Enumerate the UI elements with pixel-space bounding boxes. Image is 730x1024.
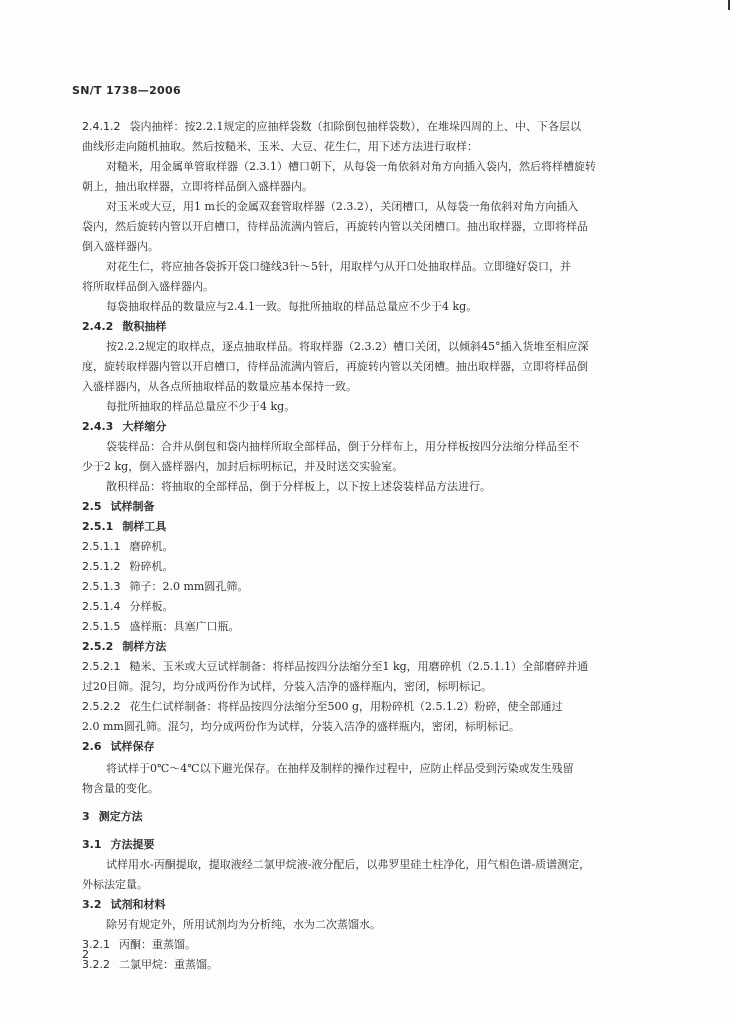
line-text: 筛子：2.0 mm圆孔筛。	[129, 580, 249, 593]
line-text: 对玉米或大豆，用1 m长的金属双套管取样器（2.3.2），关闭槽口，从每袋一角依斜对角方向插入	[106, 200, 579, 213]
text-line	[106, 762, 574, 776]
clause-number: 2.4.2	[82, 320, 114, 333]
clause-number: 3.1	[82, 838, 102, 851]
clause-number: 3.2.2	[82, 958, 110, 971]
heading-text: 试样制备	[110, 500, 155, 513]
line-text: 盛样瓶：具塞广口瓶。	[129, 620, 240, 633]
text-line	[82, 540, 173, 554]
line-text: 袋内抽样：按2.2.1规定的应抽样袋数（扣除倒包抽样袋数），在堆垛四周的上、中、下各层以	[129, 120, 581, 133]
line-text: 将所取样品倒入盛样器内。	[82, 280, 214, 293]
line-text: 外标法定量。	[82, 878, 148, 891]
line-text: 丙酮：重蒸馏。	[119, 938, 196, 951]
line-text: 按2.2.2规定的取样点，逐点抽取样品。将取样器（2.3.2）槽口关闭，以倾斜45°插入货堆至相应深	[106, 340, 589, 353]
text-line	[82, 180, 313, 194]
line-text: 少于2 kg，倒入盛样器内，加封后标明标记，并及时送交实验室。	[82, 460, 404, 473]
line-text: 花生仁试样制备：将样品按四分法缩分至500 g，用粉碎机（2.5.1.2）粉碎，使全部通过	[129, 700, 563, 713]
line-text: 试样用水-丙酮提取，提取液经二氯甲烷液-液分配后，以弗罗里硅土柱净化，用气相色谱-质谱测定，	[106, 858, 591, 871]
clause-number: 3.2	[82, 898, 102, 911]
heading-text: 制样方法	[122, 640, 167, 653]
section-heading	[82, 320, 166, 334]
text-line	[106, 160, 596, 174]
line-text: 分样板。	[129, 600, 174, 613]
text-line	[106, 480, 491, 494]
line-text: 除另有规定外，所用试剂均为分析纯，水为二次蒸馏水。	[106, 918, 381, 931]
clause-number: 3	[82, 810, 90, 823]
line-text: 对糙米，用金属单管取样器（2.3.1）槽口朝下，从每袋一角依斜对角方向插入袋内，然后将样槽旋转	[106, 160, 596, 173]
text-line	[82, 580, 248, 594]
text-line	[82, 240, 159, 254]
text-line	[82, 460, 403, 474]
clause-number: 2.4.3	[82, 420, 114, 433]
text-line	[82, 620, 239, 634]
text-line	[82, 680, 492, 694]
section-heading	[82, 810, 143, 824]
text-line	[82, 958, 218, 972]
text-line	[82, 720, 520, 734]
clause-number: 2.5.1.2	[82, 560, 121, 573]
heading-text: 散积抽样	[122, 320, 167, 333]
clause-number: 2.5.2.2	[82, 700, 121, 713]
text-line	[82, 660, 588, 674]
line-text: 每袋抽取样品的数量应与2.4.1一致。每批所抽取的样品总量应不少于4 kg。	[106, 300, 478, 313]
text-line	[106, 918, 381, 932]
text-line	[82, 360, 588, 374]
text-line	[82, 938, 196, 952]
text-line	[106, 440, 579, 454]
line-text: 倒入盛样器内。	[82, 240, 159, 253]
clause-number: 2.5.1	[82, 520, 114, 533]
line-text: 曲线形走向随机抽取。然后按糙米、玉米、大豆、花生仁，用下述方法进行取样：	[82, 140, 478, 153]
line-text: 粉碎机。	[129, 560, 174, 573]
text-line	[106, 858, 590, 872]
clause-number: 2.5.1.4	[82, 600, 121, 613]
line-text: 朝上，抽出取样器，立即将样品倒入盛样器内。	[82, 180, 313, 193]
section-heading	[82, 838, 155, 852]
heading-text: 试剂和材料	[110, 898, 166, 911]
text-line	[106, 340, 588, 354]
text-line	[82, 782, 159, 796]
section-heading	[82, 740, 155, 754]
line-text: 将试样于0℃～4℃以下避光保存。在抽样及制样的操作过程中，应防止样品受到污染或发生残留	[106, 762, 574, 775]
text-line	[82, 280, 214, 294]
clause-number: 3.2.1	[82, 938, 110, 951]
clause-number: 2.5	[82, 500, 102, 513]
clause-number: 2.5.2	[82, 640, 114, 653]
line-text: 散积样品：将抽取的全部样品，倒于分样板上，以下按上述袋装样品方法进行。	[106, 480, 491, 493]
text-line	[82, 120, 581, 134]
section-heading	[82, 420, 166, 434]
text-line	[82, 380, 357, 394]
heading-text: 制样工具	[122, 520, 167, 533]
heading-text: 大样缩分	[122, 420, 167, 433]
clause-number: 2.5.2.1	[82, 660, 121, 673]
page-number: 2	[82, 948, 89, 961]
text-line	[82, 220, 588, 234]
text-line	[82, 140, 478, 154]
clause-number: 2.5.1.3	[82, 580, 121, 593]
text-line	[106, 200, 578, 214]
clause-number: 2.6	[82, 740, 102, 753]
section-heading	[82, 500, 155, 514]
heading-text: 试样保存	[110, 740, 155, 753]
text-line	[106, 400, 295, 414]
heading-text: 方法提要	[110, 838, 155, 851]
section-heading	[82, 640, 166, 654]
text-line	[82, 600, 173, 614]
line-text: 度，旋转取样器内管以开启槽口，待样品流满内管后，再旋转内管以关闭槽。抽出取样器，立即将样品倒	[82, 360, 588, 373]
heading-text: 测定方法	[98, 810, 143, 823]
line-text: 对花生仁，将应抽各袋拆开袋口缝线3针～5针，用取样勺从开口处抽取样品。立即缝好袋口，并	[106, 260, 571, 273]
line-text: 二氯甲烷：重蒸馏。	[119, 958, 218, 971]
line-text: 物含量的变化。	[82, 782, 159, 795]
text-line	[82, 560, 173, 574]
text-line	[106, 300, 477, 314]
standard-number: SN/T 1738—2006	[72, 84, 181, 97]
clause-number: 2.5.1.5	[82, 620, 121, 633]
clause-number: 2.4.1.2	[82, 120, 121, 133]
line-text: 袋装样品：合并从倒包和袋内抽样所取全部样品，倒于分样布上，用分样板按四分法缩分样品至不	[106, 440, 579, 453]
clause-number: 2.5.1.1	[82, 540, 121, 553]
line-text: 每批所抽取的样品总量应不少于4 kg。	[106, 400, 296, 413]
text-line	[82, 878, 148, 892]
section-heading	[82, 520, 166, 534]
text-line	[82, 700, 563, 714]
line-text: 磨碎机。	[129, 540, 174, 553]
line-text: 2.0 mm圆孔筛。混匀，均分成两份作为试样，分装入洁净的盛样瓶内，密闭，标明标记。	[82, 720, 520, 733]
line-text: 入盛样器内，从各点所抽取样品的数量应基本保持一致。	[82, 380, 357, 393]
line-text: 过20目筛。混匀，均分成两份作为试样，分装入洁净的盛样瓶内，密闭，标明标记。	[82, 680, 492, 693]
line-text: 袋内，然后旋转内管以开启槽口，待样品流满内管后，再旋转内管以关闭槽口。抽出取样器，立即将样品	[82, 220, 588, 233]
text-line	[106, 260, 571, 274]
line-text: 糙米、玉米或大豆试样制备：将样品按四分法缩分至1 kg，用磨碎机（2.5.1.1）全部磨碎并通	[129, 660, 589, 673]
section-heading	[82, 898, 166, 912]
